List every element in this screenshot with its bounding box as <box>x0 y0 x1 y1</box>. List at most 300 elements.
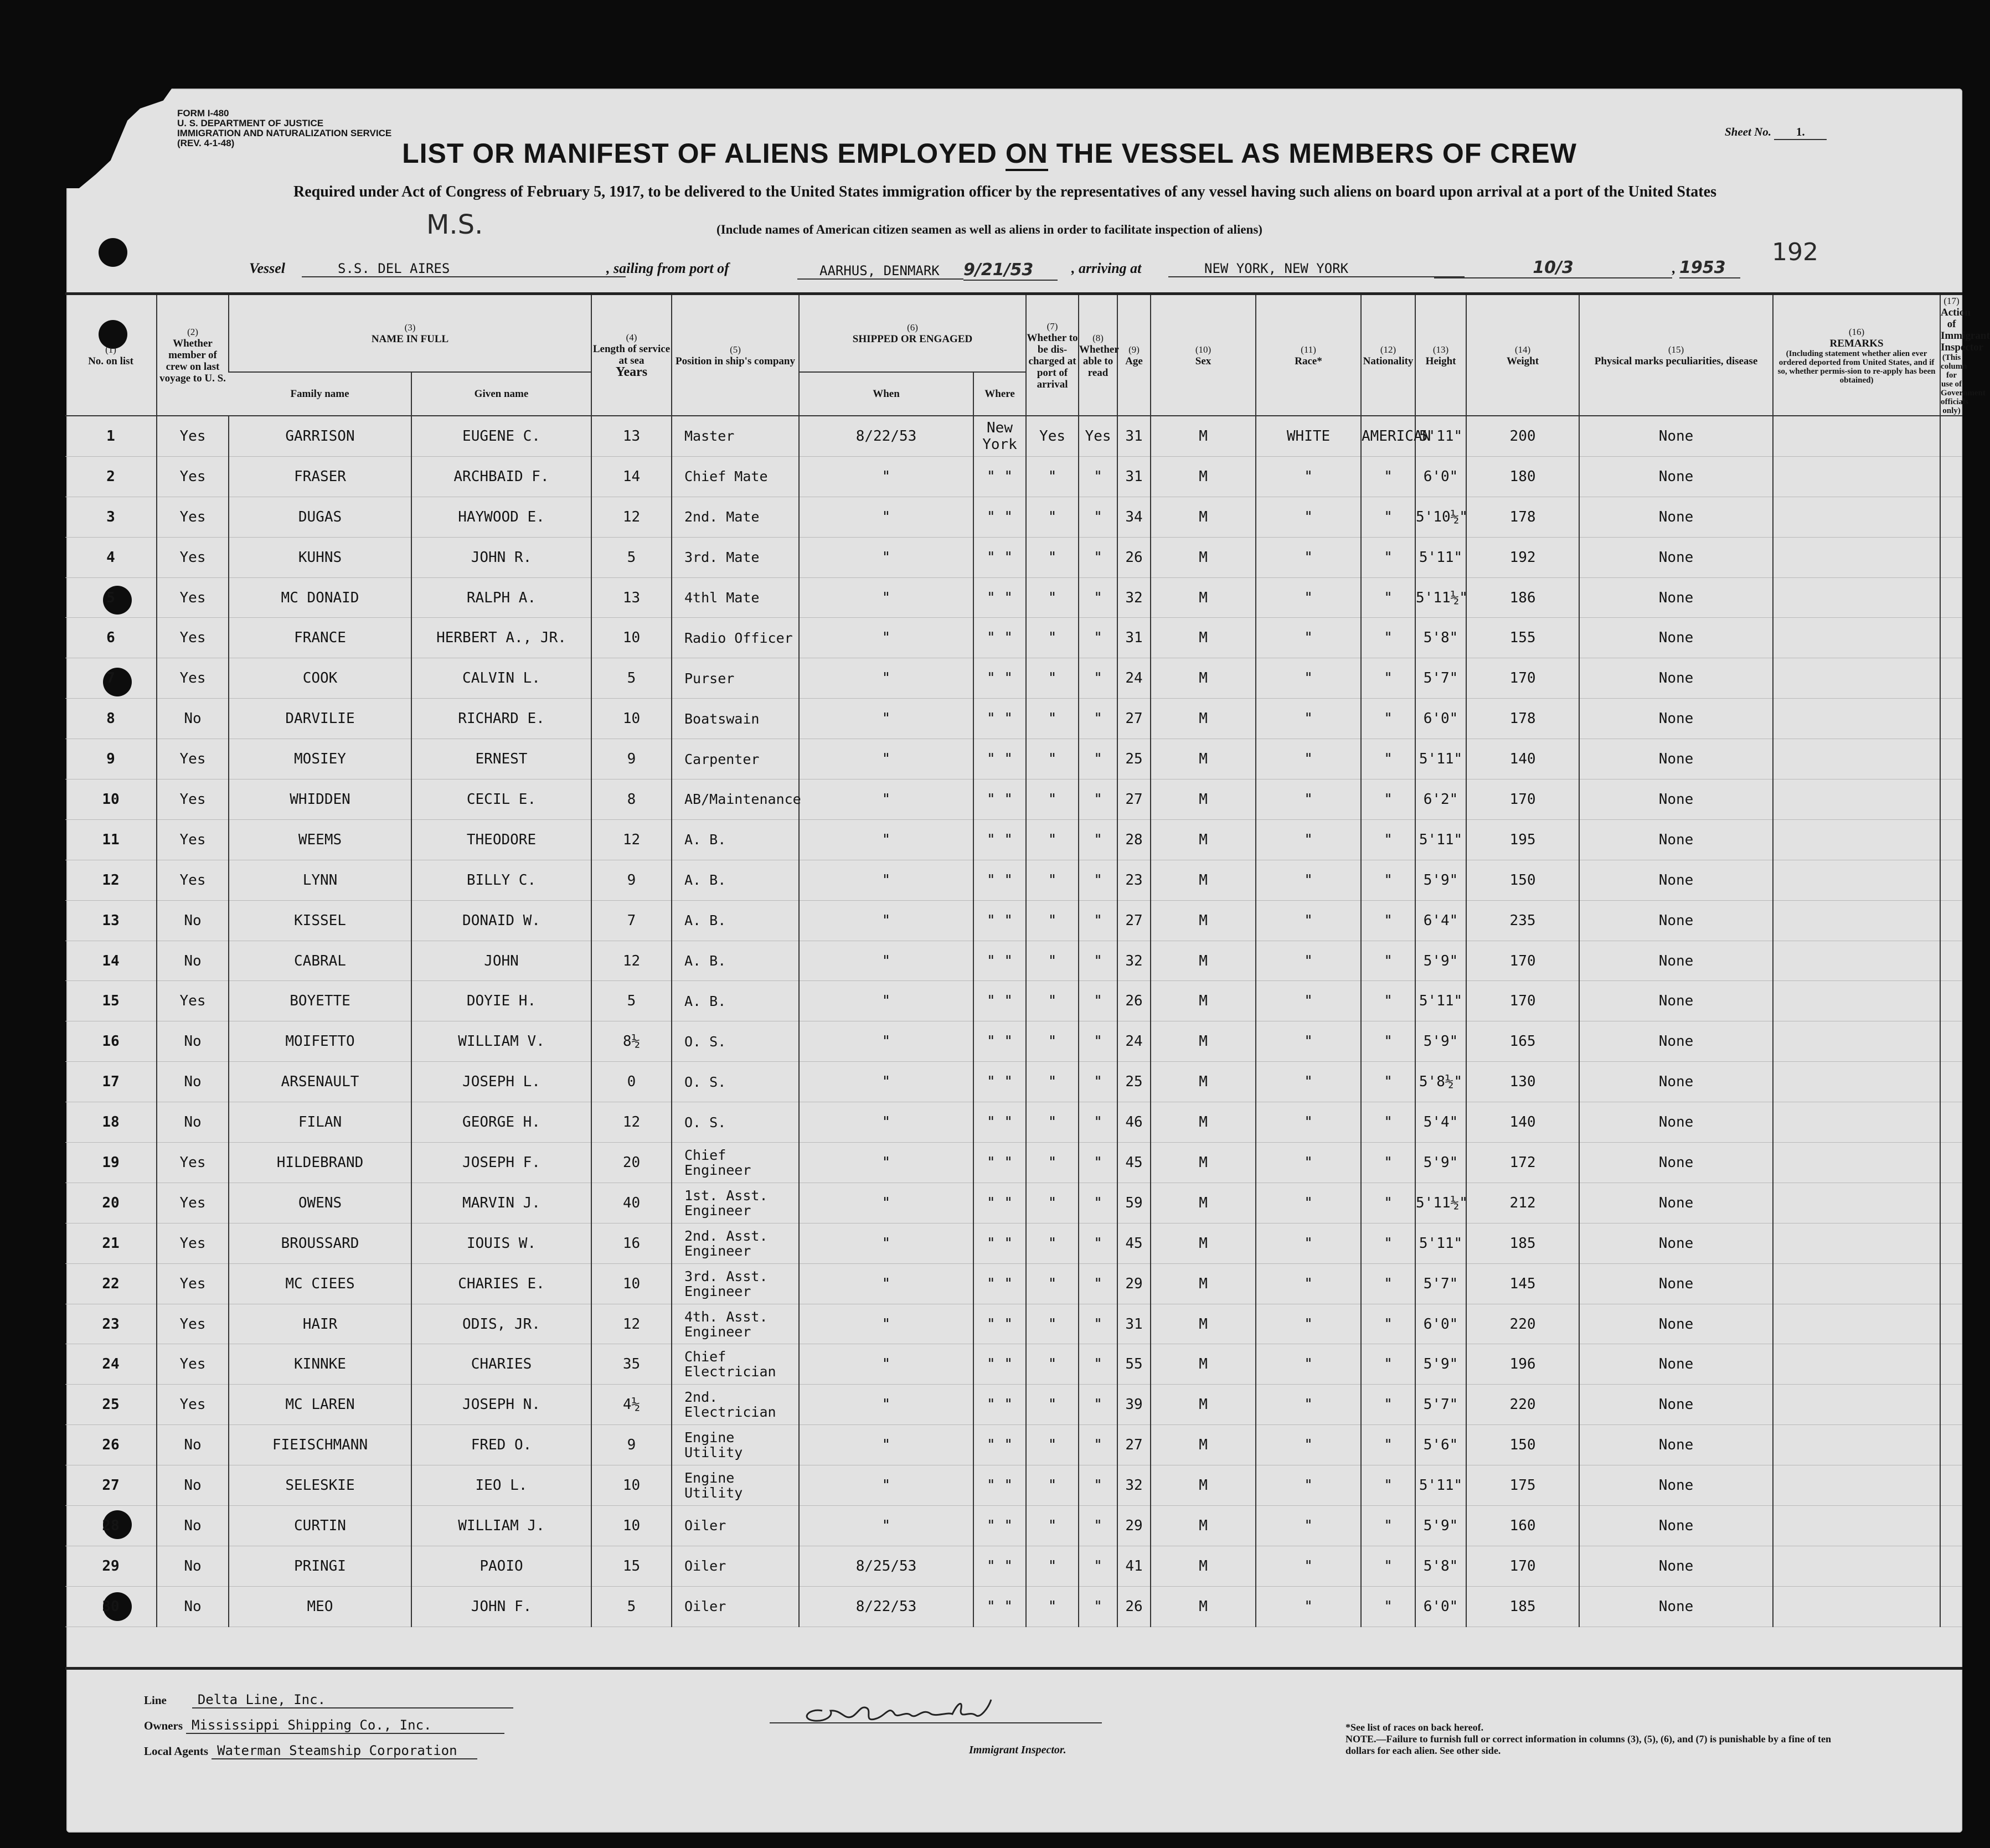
cell-physical-marks: None <box>1579 1385 1773 1425</box>
cell-discharged: " <box>1026 1586 1079 1627</box>
cell-sex: M <box>1151 1344 1256 1385</box>
agents-field <box>144 1743 477 1759</box>
cell-no: 7 <box>65 658 157 699</box>
inspector-label: Immigrant Inspector. <box>969 1744 1066 1756</box>
table-row <box>65 1102 1962 1143</box>
cell-age: 26 <box>1117 537 1151 577</box>
cell-family-name: MOSIEY <box>229 739 411 780</box>
cell-able-to-read: " <box>1079 860 1117 900</box>
cell-weight: 155 <box>1466 618 1579 658</box>
cell-position: A. B. <box>672 819 799 860</box>
cell-where: New York <box>973 416 1026 456</box>
cell-where: " " <box>973 1263 1026 1304</box>
cell-voyage: Yes <box>157 1183 229 1223</box>
cell-no: 13 <box>65 900 157 941</box>
cell-remarks <box>1773 780 1940 820</box>
cell-given-name: GEORGE H. <box>411 1102 591 1143</box>
table-header <box>65 295 1990 416</box>
cell-voyage: Yes <box>157 1143 229 1183</box>
cell-weight: 220 <box>1466 1385 1579 1425</box>
cell-race: " <box>1256 1344 1361 1385</box>
cell-physical-marks: None <box>1579 1546 1773 1586</box>
cell-voyage: Yes <box>157 537 229 577</box>
cell-race: " <box>1256 618 1361 658</box>
cell-physical-marks: None <box>1579 1506 1773 1546</box>
cell-remarks <box>1773 1425 1940 1465</box>
cell-when: " <box>799 537 973 577</box>
cell-physical-marks: None <box>1579 1143 1773 1183</box>
cell-remarks <box>1773 1143 1940 1183</box>
cell-when: " <box>799 819 973 860</box>
owners-value: Mississippi Shipping Co., Inc. <box>186 1717 504 1734</box>
cell-discharged: " <box>1026 1223 1079 1263</box>
agents-value: Waterman Steamship Corporation <box>212 1743 477 1759</box>
cell-no: 29 <box>65 1546 157 1586</box>
cell-given-name: CALVIN L. <box>411 658 591 699</box>
cell-position: 1st. Asst. Engineer <box>672 1183 799 1223</box>
cell-able-to-read: " <box>1079 780 1117 820</box>
cell-height: 6'0" <box>1415 699 1466 739</box>
cell-inspector-action <box>1940 1102 1962 1143</box>
cell-physical-marks: None <box>1579 416 1773 456</box>
sailing-port-field <box>797 260 1058 281</box>
cell-sex: M <box>1151 537 1256 577</box>
cell-race: " <box>1256 900 1361 941</box>
cell-no: 23 <box>65 1304 157 1344</box>
cell-nationality: " <box>1361 941 1415 981</box>
cell-weight: 160 <box>1466 1506 1579 1546</box>
cell-weight: 130 <box>1466 1062 1579 1102</box>
table-row <box>65 1465 1962 1506</box>
cell-inspector-action <box>1940 1223 1962 1263</box>
cell-when: " <box>799 1143 973 1183</box>
cell-discharged: " <box>1026 1183 1079 1223</box>
cell-years-service: 10 <box>591 1465 672 1506</box>
cell-age: 27 <box>1117 780 1151 820</box>
cell-inspector-action <box>1940 819 1962 860</box>
cell-years-service: 5 <box>591 1586 672 1627</box>
cell-weight: 180 <box>1466 456 1579 497</box>
cell-when: " <box>799 941 973 981</box>
cell-weight: 145 <box>1466 1263 1579 1304</box>
cell-family-name: GARRISON <box>229 416 411 456</box>
cell-physical-marks: None <box>1579 860 1773 900</box>
cell-no: 24 <box>65 1344 157 1385</box>
cell-voyage: Yes <box>157 860 229 900</box>
cell-voyage: No <box>157 1102 229 1143</box>
crew-manifest-table <box>65 292 1990 1670</box>
cell-family-name: FIEISCHMANN <box>229 1425 411 1465</box>
cell-physical-marks: None <box>1579 456 1773 497</box>
cell-given-name: PAOIO <box>411 1546 591 1586</box>
cell-weight: 196 <box>1466 1344 1579 1385</box>
cell-voyage: No <box>157 900 229 941</box>
cell-nationality: " <box>1361 1021 1415 1062</box>
table-row <box>65 1385 1962 1425</box>
cell-no: 10 <box>65 780 157 820</box>
cell-race: " <box>1256 1465 1361 1506</box>
cell-height: 5'11" <box>1415 819 1466 860</box>
col-name-header: (3) NAME IN FULL <box>229 295 591 372</box>
cell-nationality: " <box>1361 1465 1415 1506</box>
cell-race: " <box>1256 1546 1361 1586</box>
cell-sex: M <box>1151 900 1256 941</box>
table-row <box>65 416 1962 456</box>
cell-family-name: DUGAS <box>229 497 411 537</box>
cell-race: " <box>1256 537 1361 577</box>
cell-given-name: CECIL E. <box>411 780 591 820</box>
cell-nationality: " <box>1361 658 1415 699</box>
cell-given-name: HAYWOOD E. <box>411 497 591 537</box>
cell-family-name: SELESKIE <box>229 1465 411 1506</box>
cell-discharged: " <box>1026 537 1079 577</box>
cell-weight: 186 <box>1466 577 1579 618</box>
cell-able-to-read: " <box>1079 577 1117 618</box>
cell-age: 32 <box>1117 577 1151 618</box>
cell-race: " <box>1256 1021 1361 1062</box>
cell-height: 5'11" <box>1415 981 1466 1021</box>
cell-family-name: KUHNS <box>229 537 411 577</box>
arrival-year: 1953 <box>1679 258 1740 278</box>
table-row <box>65 1586 1962 1627</box>
cell-no: 18 <box>65 1102 157 1143</box>
cell-no: 8 <box>65 699 157 739</box>
cell-able-to-read: " <box>1079 618 1117 658</box>
cell-physical-marks: None <box>1579 941 1773 981</box>
cell-where: " " <box>973 1304 1026 1344</box>
cell-remarks <box>1773 981 1940 1021</box>
cell-family-name: KISSEL <box>229 900 411 941</box>
cell-position: 3rd. Asst. Engineer <box>672 1263 799 1304</box>
cell-discharged: " <box>1026 941 1079 981</box>
cell-race: " <box>1256 1385 1361 1425</box>
cell-weight: 140 <box>1466 1102 1579 1143</box>
cell-years-service: 12 <box>591 819 672 860</box>
cell-when: 8/22/53 <box>799 416 973 456</box>
arrival-date-field: 10/3 , 1953 <box>1434 258 1740 278</box>
cell-voyage: No <box>157 1021 229 1062</box>
cell-able-to-read: Yes <box>1079 416 1117 456</box>
cell-discharged: " <box>1026 1506 1079 1546</box>
cell-height: 6'2" <box>1415 780 1466 820</box>
col-service-header: (4) Length of service at sea Years <box>591 295 672 416</box>
col-sex-header: (10) Sex <box>1151 295 1256 416</box>
cell-years-service: 5 <box>591 658 672 699</box>
cell-discharged: " <box>1026 1263 1079 1304</box>
cell-years-service: 8 <box>591 780 672 820</box>
cell-age: 23 <box>1117 860 1151 900</box>
cell-height: 5'11½" <box>1415 577 1466 618</box>
cell-height: 5'7" <box>1415 658 1466 699</box>
cell-race: " <box>1256 941 1361 981</box>
cell-sex: M <box>1151 1021 1256 1062</box>
cell-remarks <box>1773 537 1940 577</box>
cell-no: 21 <box>65 1223 157 1263</box>
cell-race: " <box>1256 860 1361 900</box>
cell-physical-marks: None <box>1579 1102 1773 1143</box>
table-row <box>65 1425 1962 1465</box>
cell-no: 6 <box>65 618 157 658</box>
cell-nationality: " <box>1361 981 1415 1021</box>
cell-nationality: " <box>1361 900 1415 941</box>
cell-given-name: ERNEST <box>411 739 591 780</box>
cell-age: 26 <box>1117 981 1151 1021</box>
cell-given-name: DOYIE H. <box>411 981 591 1021</box>
cell-family-name: KINNKE <box>229 1344 411 1385</box>
cell-age: 24 <box>1117 1021 1151 1062</box>
cell-race: " <box>1256 981 1361 1021</box>
col-position-header: (5) Position in ship's company <box>672 295 799 416</box>
cell-age: 26 <box>1117 1586 1151 1627</box>
cell-age: 39 <box>1117 1385 1151 1425</box>
cell-years-service: 40 <box>591 1183 672 1223</box>
cell-position: Oiler <box>672 1546 799 1586</box>
cell-physical-marks: None <box>1579 699 1773 739</box>
cell-voyage: Yes <box>157 1304 229 1344</box>
cell-race: " <box>1256 819 1361 860</box>
cell-where: " " <box>973 1546 1026 1586</box>
cell-age: 25 <box>1117 1062 1151 1102</box>
cell-remarks <box>1773 1465 1940 1506</box>
cell-nationality: " <box>1361 1546 1415 1586</box>
cell-nationality: " <box>1361 699 1415 739</box>
cell-where: " " <box>973 1021 1026 1062</box>
table-row <box>65 618 1962 658</box>
cell-position: 2nd. Electrician <box>672 1385 799 1425</box>
cell-inspector-action <box>1940 780 1962 820</box>
cell-years-service: 10 <box>591 699 672 739</box>
cell-weight: 170 <box>1466 658 1579 699</box>
cell-discharged: " <box>1026 1425 1079 1465</box>
cell-physical-marks: None <box>1579 1223 1773 1263</box>
cell-sex: M <box>1151 1546 1256 1586</box>
sheet-label: Sheet No. <box>1725 125 1771 138</box>
cell-weight: 170 <box>1466 1546 1579 1586</box>
cell-voyage: Yes <box>157 497 229 537</box>
cell-years-service: 10 <box>591 1263 672 1304</box>
cell-physical-marks: None <box>1579 1062 1773 1102</box>
cell-position: Chief Mate <box>672 456 799 497</box>
page-title: LIST OR MANIFEST OF ALIENS EMPLOYED ON THE VESSEL AS MEMBERS OF CREW <box>0 137 1979 169</box>
cell-race: " <box>1256 739 1361 780</box>
cell-years-service: 13 <box>591 577 672 618</box>
cell-inspector-action <box>1940 456 1962 497</box>
cell-when: " <box>799 1465 973 1506</box>
cell-physical-marks: None <box>1579 1465 1773 1506</box>
cell-given-name: CHARIES E. <box>411 1263 591 1304</box>
cell-height: 5'11" <box>1415 1465 1466 1506</box>
revision: (REV. 4-1-48) <box>177 138 235 148</box>
cell-physical-marks: None <box>1579 497 1773 537</box>
cell-family-name: CURTIN <box>229 1506 411 1546</box>
table-row <box>65 1304 1962 1344</box>
cell-position: 3rd. Mate <box>672 537 799 577</box>
cell-given-name: RALPH A. <box>411 577 591 618</box>
cell-weight: 178 <box>1466 497 1579 537</box>
penalty-note: NOTE.—Failure to furnish full or correct information in columns (3), (5), (6), and (7) is punishable by a fine of ten dollars for each alien. See other side. <box>1345 1733 1832 1756</box>
cell-family-name: BROUSSARD <box>229 1223 411 1263</box>
cell-position: AB/Maintenance <box>672 780 799 820</box>
cell-nationality: " <box>1361 1183 1415 1223</box>
cell-given-name: IOUIS W. <box>411 1223 591 1263</box>
cell-race: " <box>1256 1506 1361 1546</box>
cell-no: 22 <box>65 1263 157 1304</box>
cell-family-name: FRANCE <box>229 618 411 658</box>
cell-remarks <box>1773 456 1940 497</box>
cell-height: 5'9" <box>1415 941 1466 981</box>
cell-remarks <box>1773 1183 1940 1223</box>
table-row <box>65 900 1962 941</box>
cell-voyage: No <box>157 1062 229 1102</box>
cell-discharged: " <box>1026 900 1079 941</box>
cell-nationality: " <box>1361 1385 1415 1425</box>
sailing-date: 9/21/53 <box>963 260 1058 281</box>
col-weight-header: (14) Weight <box>1466 295 1579 416</box>
cell-nationality: " <box>1361 780 1415 820</box>
cell-height: 5'11" <box>1415 416 1466 456</box>
cell-age: 32 <box>1117 1465 1151 1506</box>
arriving-port-field <box>1168 260 1465 277</box>
cell-nationality: " <box>1361 537 1415 577</box>
cell-given-name: MARVIN J. <box>411 1183 591 1223</box>
cell-when: " <box>799 1263 973 1304</box>
cell-sex: M <box>1151 1062 1256 1102</box>
cell-when: " <box>799 618 973 658</box>
cell-sex: M <box>1151 416 1256 456</box>
cell-able-to-read: " <box>1079 1183 1117 1223</box>
table-row <box>65 1263 1962 1304</box>
cell-family-name: MC CIEES <box>229 1263 411 1304</box>
cell-race: " <box>1256 658 1361 699</box>
col-when-header: When <box>799 372 973 416</box>
table-row <box>65 1021 1962 1062</box>
cell-years-service: 9 <box>591 860 672 900</box>
cell-voyage: Yes <box>157 456 229 497</box>
cell-where: " " <box>973 1425 1026 1465</box>
cell-voyage: No <box>157 1425 229 1465</box>
vessel-name-field <box>302 260 626 277</box>
cell-position: Master <box>672 416 799 456</box>
table-row <box>65 1062 1962 1102</box>
table-row <box>65 577 1962 618</box>
cell-no: 4 <box>65 537 157 577</box>
cell-physical-marks: None <box>1579 1263 1773 1304</box>
cell-weight: 170 <box>1466 780 1579 820</box>
col-action-header: (17) Action of Immigrant Inspector (This column for use of Government officials only) <box>1941 296 1990 415</box>
cell-discharged: " <box>1026 1304 1079 1344</box>
cell-position: A. B. <box>672 900 799 941</box>
cell-sex: M <box>1151 1263 1256 1304</box>
cell-height: 5'8" <box>1415 618 1466 658</box>
cell-remarks <box>1773 739 1940 780</box>
cell-race: " <box>1256 780 1361 820</box>
cell-remarks <box>1773 1021 1940 1062</box>
cell-no: 25 <box>65 1385 157 1425</box>
cell-discharged: " <box>1026 497 1079 537</box>
cell-remarks <box>1773 860 1940 900</box>
cell-inspector-action <box>1940 941 1962 981</box>
vessel-name: S.S. DEL AIRES <box>302 261 626 277</box>
cell-when: " <box>799 577 973 618</box>
table-row <box>65 456 1962 497</box>
cell-weight: 170 <box>1466 941 1579 981</box>
cell-inspector-action <box>1940 1062 1962 1102</box>
cell-voyage: Yes <box>157 577 229 618</box>
cell-given-name: FRED O. <box>411 1425 591 1465</box>
cell-voyage: No <box>157 699 229 739</box>
table-row <box>65 981 1962 1021</box>
cell-nationality: " <box>1361 497 1415 537</box>
cell-when: " <box>799 497 973 537</box>
cell-weight: 140 <box>1466 739 1579 780</box>
cell-years-service: 0 <box>591 1062 672 1102</box>
cell-no: 5 <box>65 577 157 618</box>
cell-voyage: Yes <box>157 1385 229 1425</box>
cell-years-service: 12 <box>591 497 672 537</box>
cell-where: " " <box>973 1506 1026 1546</box>
table-row <box>65 1223 1962 1263</box>
cell-family-name: COOK <box>229 658 411 699</box>
cell-able-to-read: " <box>1079 900 1117 941</box>
cell-physical-marks: None <box>1579 537 1773 577</box>
cell-when: " <box>799 739 973 780</box>
cell-family-name: PRINGI <box>229 1546 411 1586</box>
cell-inspector-action <box>1940 981 1962 1021</box>
line-value: Delta Line, Inc. <box>192 1692 513 1708</box>
cell-weight: 170 <box>1466 981 1579 1021</box>
cell-race: " <box>1256 1586 1361 1627</box>
cell-sex: M <box>1151 1425 1256 1465</box>
cell-physical-marks: None <box>1579 1304 1773 1344</box>
cell-able-to-read: " <box>1079 1425 1117 1465</box>
cell-discharged: " <box>1026 739 1079 780</box>
cell-nationality: " <box>1361 1586 1415 1627</box>
cell-sex: M <box>1151 1506 1256 1546</box>
cell-nationality: " <box>1361 1506 1415 1546</box>
cell-nationality: " <box>1361 1223 1415 1263</box>
cell-no: 11 <box>65 819 157 860</box>
cell-where: " " <box>973 618 1026 658</box>
cell-inspector-action <box>1940 577 1962 618</box>
cell-position: Engine Utility <box>672 1425 799 1465</box>
cell-nationality: " <box>1361 739 1415 780</box>
cell-position: O. S. <box>672 1062 799 1102</box>
cell-height: 5'9" <box>1415 1506 1466 1546</box>
cell-where: " " <box>973 780 1026 820</box>
cell-discharged: " <box>1026 1546 1079 1586</box>
cell-position: 4th. Asst. Engineer <box>672 1304 799 1344</box>
cell-height: 5'9" <box>1415 1344 1466 1385</box>
cell-sex: M <box>1151 456 1256 497</box>
cell-when: 8/22/53 <box>799 1586 973 1627</box>
cell-given-name: JOSEPH L. <box>411 1062 591 1102</box>
cell-age: 31 <box>1117 618 1151 658</box>
cell-given-name: JOHN F. <box>411 1586 591 1627</box>
cell-race: " <box>1256 1304 1361 1344</box>
cell-age: 41 <box>1117 1546 1151 1586</box>
cell-able-to-read: " <box>1079 819 1117 860</box>
cell-able-to-read: " <box>1079 739 1117 780</box>
cell-race: " <box>1256 699 1361 739</box>
cell-inspector-action <box>1940 699 1962 739</box>
col-shipped-header: (6) SHIPPED OR ENGAGED <box>799 295 1026 372</box>
cell-sex: M <box>1151 1223 1256 1263</box>
cell-race: " <box>1256 497 1361 537</box>
cell-age: 34 <box>1117 497 1151 537</box>
table-row <box>65 497 1962 537</box>
vessel-label: Vessel <box>249 260 285 276</box>
table-body <box>65 416 1962 1627</box>
